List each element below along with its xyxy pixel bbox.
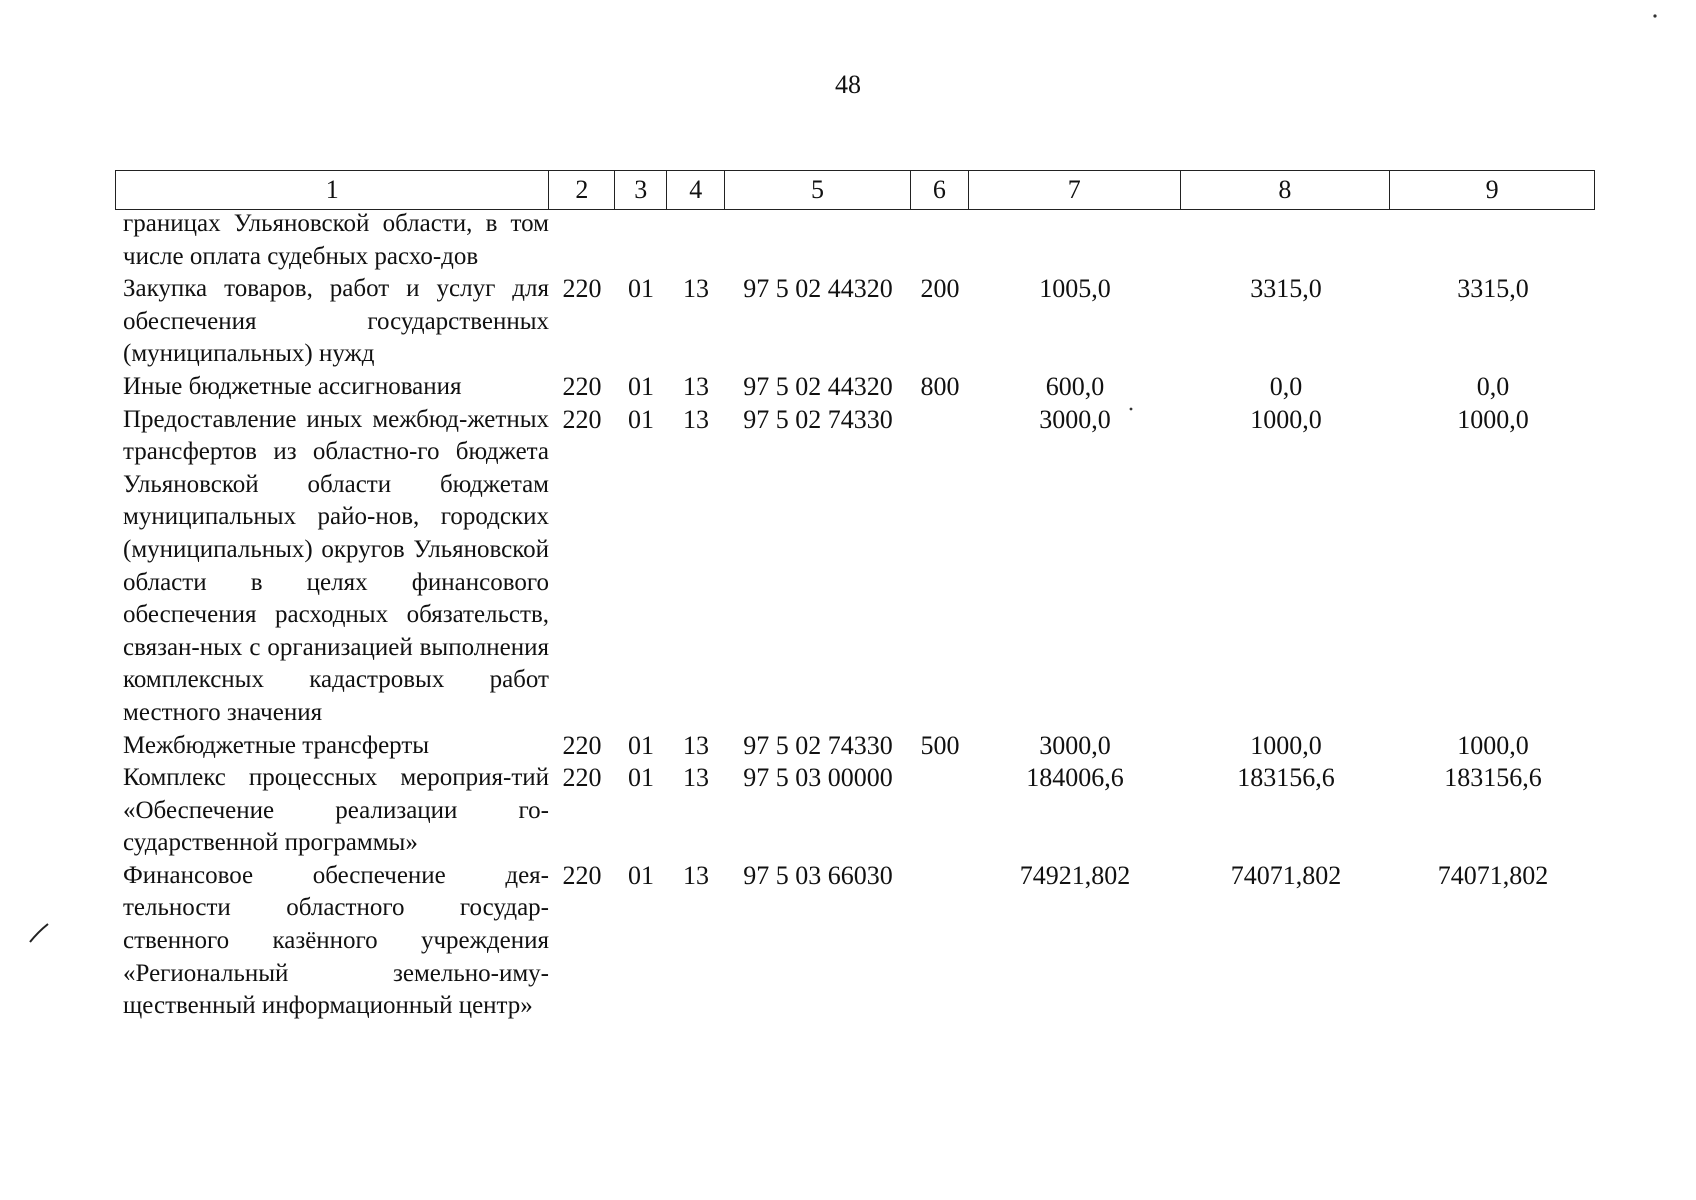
row-col-8: 183156,6	[1237, 763, 1335, 793]
row-col-2: 220	[562, 730, 602, 760]
row-col-6: 500	[920, 730, 960, 760]
row-col-9: 1000,0	[1457, 730, 1529, 760]
row-col-8: 1000,0	[1250, 730, 1322, 760]
row-col-8: 0,0	[1269, 371, 1303, 401]
row-col-9: 3315,0	[1457, 274, 1529, 304]
table-row	[115, 860, 1595, 1023]
row-col-3: 01	[628, 274, 654, 304]
row-description: Закупка товаров, работ и услуг для обеспечения государственных (муниципальных) нужд	[123, 275, 549, 368]
row-col-2: 220	[562, 860, 602, 890]
row-description: Финансовое обеспечение дея-тельности областного государ-ственного казённого учреждения «Региональный земельно-иму-щественный информационный центр»	[123, 861, 549, 1020]
header-col-1: 1	[116, 171, 549, 209]
row-col-6: 200	[920, 274, 960, 304]
row-col-4: 13	[683, 763, 709, 793]
row-col-7: 74921,802	[1019, 860, 1131, 890]
row-col-9: 0,0	[1476, 371, 1510, 401]
row-col-7: 3000,0	[1039, 730, 1111, 760]
table-row	[115, 730, 1595, 763]
header-col-3: 3	[615, 171, 667, 209]
row-col-4: 13	[683, 371, 709, 401]
row-col-9: 1000,0	[1457, 404, 1529, 434]
row-col-9: 183156,6	[1444, 763, 1542, 793]
header-col-7: 7	[969, 171, 1181, 209]
row-col-3: 01	[628, 730, 654, 760]
row-col-7: 1005,0	[1039, 274, 1111, 304]
row-col-5: 97 5 03 00000	[743, 763, 893, 793]
header-col-6: 6	[911, 171, 969, 209]
scan-speck	[1651, 12, 1661, 22]
row-col-4: 13	[683, 730, 709, 760]
row-col-5: 97 5 02 44320	[743, 371, 893, 401]
row-col-5: 97 5 02 74330	[743, 730, 893, 760]
header-col-8: 8	[1181, 171, 1391, 209]
row-col-7: 600,0	[1045, 371, 1105, 401]
row-col-8: 1000,0	[1250, 404, 1322, 434]
row-col-4: 13	[683, 404, 709, 434]
header-col-9: 9	[1485, 175, 1499, 204]
pen-mark	[26, 918, 54, 948]
row-col-6: 800	[920, 371, 960, 401]
row-description: Межбюджетные трансферты	[123, 731, 430, 759]
row-col-5: 97 5 02 74330	[743, 404, 893, 434]
table-row	[115, 208, 1595, 273]
page-number: 48	[835, 70, 861, 99]
row-description: Иные бюджетные ассигнования	[123, 372, 462, 400]
table-body	[115, 208, 1595, 1023]
table-row	[115, 404, 1595, 730]
row-description: Комплекс процессных мероприя-тий «Обеспечение реализации го-сударственной программы»	[123, 764, 549, 857]
row-col-4: 13	[683, 274, 709, 304]
row-col-2: 220	[562, 763, 602, 793]
header-col-5: 5	[725, 171, 911, 209]
row-col-2: 220	[562, 404, 602, 434]
row-col-7: 3000,0	[1039, 404, 1111, 434]
row-col-4: 13	[683, 860, 709, 890]
row-col-5: 97 5 03 66030	[743, 860, 893, 890]
row-col-3: 01	[628, 860, 654, 890]
row-col-3: 01	[628, 404, 654, 434]
table-row	[115, 371, 1595, 404]
header-col-2: 2	[549, 171, 615, 209]
table-header	[115, 170, 1595, 210]
row-col-2: 220	[562, 274, 602, 304]
row-col-8: 74071,802	[1230, 860, 1342, 890]
row-col-7: 184006,6	[1026, 763, 1124, 793]
scan-speck	[1128, 406, 1136, 414]
table-row	[115, 762, 1595, 860]
row-description: Предоставление иных межбюд-жетных трансфертов из областно-го бюджета Ульяновской области бюджетам муниципальных райо-нов, городских (муниципальных) округов Ульяновской области в целях финансового обеспечения расходных обязательств, связан-ных с организацией выполнения комплексных кадастровых работ местного значения	[123, 405, 549, 726]
row-col-5: 97 5 02 44320	[743, 274, 893, 304]
row-col-8: 3315,0	[1250, 274, 1322, 304]
table-row	[115, 273, 1595, 371]
row-col-3: 01	[628, 371, 654, 401]
header-col-4: 4	[667, 171, 725, 209]
row-col-3: 01	[628, 763, 654, 793]
row-col-9: 74071,802	[1437, 860, 1549, 890]
row-col-2: 220	[562, 371, 602, 401]
row-description: границах Ульяновской области, в том числе оплата судебных расхо-дов	[123, 210, 549, 270]
